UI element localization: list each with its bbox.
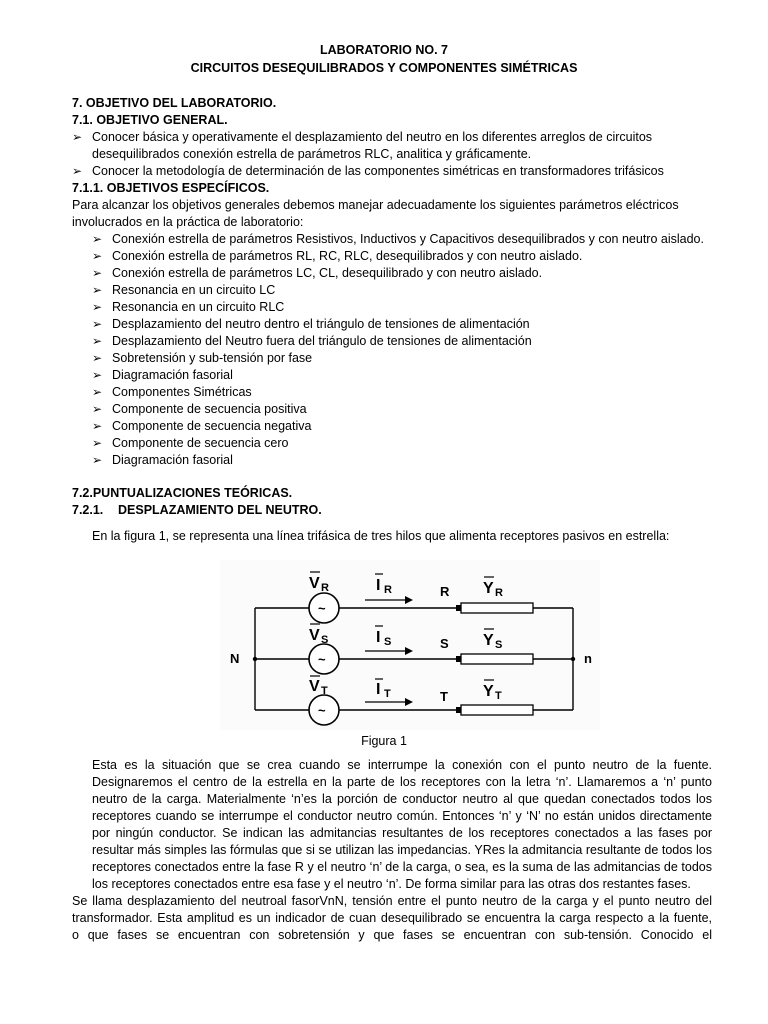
arrowhead-bullet-icon: ➢ [92, 419, 103, 433]
paragraph-line: Se llama desplazamiento del neutroal fasorVnN, tensión entre el punto neutro de la carga y el punto neutro del [72, 894, 712, 908]
figure-caption: Figura 1 [361, 734, 407, 748]
label-R: R [440, 584, 450, 599]
label-VR: V [309, 575, 320, 592]
label-YR-sub: R [495, 587, 503, 599]
arrowhead-bullet-icon: ➢ [92, 283, 103, 297]
specific-item: ➢ Conexión estrella de parámetros RL, RC, RLC, desequilibrados y con neutro aislado. [92, 249, 583, 263]
terminal-R [456, 605, 461, 611]
arrowhead-bullet-icon: ➢ [92, 436, 103, 450]
specific-item: ➢ Desplazamiento del Neutro fuera del triángulo de tensiones de alimentación [92, 334, 532, 348]
node-n-label: n [584, 651, 592, 666]
section-7-1-1-heading: 7.1.1. OBJETIVOS ESPECÍFICOS. [72, 181, 270, 195]
label-IS-sub: S [384, 636, 392, 648]
arrowhead-bullet-icon: ➢ [72, 164, 83, 178]
specific-item: ➢ Resonancia en un circuito RLC [92, 300, 285, 314]
section-7-1-heading: 7.1. OBJETIVO GENERAL. [72, 113, 228, 127]
label-VR-sub: R [321, 582, 329, 594]
admittance-R-box [461, 603, 533, 613]
label-IR-sub: R [384, 584, 392, 596]
paragraph-line: o que fases se encuentran con sobretensión y que fases se encuentran con sub-tensión. Conocido el [72, 928, 712, 942]
paragraph-line: por ningún conductor. Se indican las admitancias resultantes de los receptores conectados a las fases por [92, 826, 712, 840]
label-IR: I [376, 577, 381, 594]
section-7-2-1-title: DESPLAZAMIENTO DEL NEUTRO. [118, 503, 322, 517]
label-T: T [440, 689, 448, 704]
source-R-symbol: ~ [318, 601, 326, 616]
doc-subtitle: CIRCUITOS DESEQUILIBRADOS Y COMPONENTES SIMÉTRICAS [190, 61, 578, 75]
arrowhead-bullet-icon: ➢ [92, 300, 103, 314]
label-VS-sub: S [321, 634, 329, 646]
specific-item: ➢ Conexión estrella de parámetros LC, CL, desequilibrado y con neutro aislado. [92, 266, 543, 280]
specific-item: ➢ Diagramación fasorial [92, 368, 233, 382]
label-IT: I [376, 681, 381, 698]
specific-item: ➢ Conexión estrella de parámetros Resistivos, Inductivos y Capacitivos desequilibrados y con neutro aislado. [92, 232, 704, 246]
specific-intro-2: involucrados en la práctica de laboratorio: [72, 215, 304, 229]
label-VT-sub: T [321, 685, 328, 697]
arrowhead-bullet-icon: ➢ [92, 232, 103, 246]
label-VT: V [309, 678, 320, 695]
arrowhead-bullet-icon: ➢ [92, 334, 103, 348]
label-IT-sub: T [384, 688, 391, 700]
paragraph-line: receptores cuando se interrumpe el conductor neutro común. Entonces ‘n’ y ‘N’ no están unidos directamente [92, 809, 712, 823]
arrowhead-bullet-icon: ➢ [92, 266, 103, 280]
specific-item: ➢ Componente de secuencia positiva [92, 402, 307, 416]
arrowhead-bullet-icon: ➢ [92, 385, 103, 399]
admittance-T-box [461, 705, 533, 715]
paragraph-line: Designaremos el centro de la estrella en la parte de los receptores con la letra ‘n’. Llamaremos a ‘n’ punto [92, 775, 712, 789]
arrowhead-bullet-icon: ➢ [92, 402, 103, 416]
section-7-2-heading: 7.2.PUNTUALIZACIONES TEÓRICAS. [72, 486, 293, 500]
specific-item: ➢ Resonancia en un circuito LC [92, 283, 276, 297]
general-item-2: ➢ Conocer la metodología de determinación de las componentes simétricas en transformadores trifásicos [72, 164, 664, 178]
paragraph-line: transformador. Esta amplitud es un indicador de cuan desequilibrado se encuentra la carga respecto a la fuente, [72, 911, 712, 925]
paragraph-1 [92, 757, 712, 893]
label-VS: V [309, 627, 320, 644]
specific-item: ➢ Desplazamiento del neutro dentro el triángulo de tensiones de alimentación [92, 317, 530, 331]
paragraph-line: receptores conectados entre la fase R y el neutro ‘n’ de la carga, o sea, es la suma de las admitancias de todos [92, 860, 712, 874]
label-IS: I [376, 629, 381, 646]
general-item-1: ➢ Conocer básica y operativamente el desplazamiento del neutro en los diferentes arreglos de circuitos [72, 130, 653, 144]
label-YS-sub: S [495, 639, 503, 651]
section-7-2-1-number: 7.2.1. [72, 503, 104, 517]
arrowhead-bullet-icon: ➢ [72, 130, 83, 144]
specific-item: ➢ Componente de secuencia cero [92, 436, 289, 450]
doc-title: LABORATORIO NO. 7 [319, 43, 448, 57]
specific-intro-1: Para alcanzar los objetivos generales debemos manejar adecuadamente los siguientes parámetros eléctricos [72, 198, 679, 212]
paragraph-line: neutro de la carga. Materialmente ‘n’es la porción de conductor neutro al que quedan conectados todos los [92, 792, 712, 806]
paragraph-line: Esta es la situación que se crea cuando se interrumpe la conexión con el punto neutro de la fuente. [92, 758, 712, 772]
specific-item: ➢ Sobretensión y sub-tensión por fase [92, 351, 313, 365]
arrowhead-bullet-icon: ➢ [92, 368, 103, 382]
specific-item: ➢ Diagramación fasorial [92, 453, 233, 467]
figure-1-circuit [220, 560, 600, 730]
paragraph-2 [72, 893, 712, 944]
node-N-label: N [230, 651, 240, 666]
admittance-S-box [461, 654, 533, 664]
label-S: S [440, 636, 449, 651]
source-S-symbol: ~ [318, 652, 326, 667]
figure-intro: En la figura 1, se representa una línea trifásica de tres hilos que alimenta receptores pasivos en estrella: [92, 529, 670, 543]
section-7-heading: 7. OBJETIVO DEL LABORATORIO. [72, 96, 277, 110]
label-YR: Y [483, 580, 494, 597]
specific-item: ➢ Componentes Simétricas [92, 385, 252, 399]
paragraph-line: resultar más simples las fórmulas que si se utilizan las impedancias. YRes la admitancia resultante de todos los [92, 843, 712, 857]
paragraph-line: los receptores conectados entre esa fase y el neutro ‘n’. De forma similar para las otras dos restantes fases. [92, 877, 691, 891]
label-YT: Y [483, 683, 494, 700]
label-YT-sub: T [495, 690, 502, 702]
arrowhead-bullet-icon: ➢ [92, 453, 103, 467]
arrowhead-bullet-icon: ➢ [92, 351, 103, 365]
terminal-S [456, 656, 461, 662]
arrowhead-bullet-icon: ➢ [92, 249, 103, 263]
label-YS: Y [483, 632, 494, 649]
source-T-symbol: ~ [318, 703, 326, 718]
arrowhead-bullet-icon: ➢ [92, 317, 103, 331]
terminal-T [456, 707, 461, 713]
specific-item: ➢ Componente de secuencia negativa [92, 419, 312, 433]
general-item-1-cont: desequilibrados conexión estrella de parámetros RLC, analitica y gráficamente. [92, 147, 532, 161]
